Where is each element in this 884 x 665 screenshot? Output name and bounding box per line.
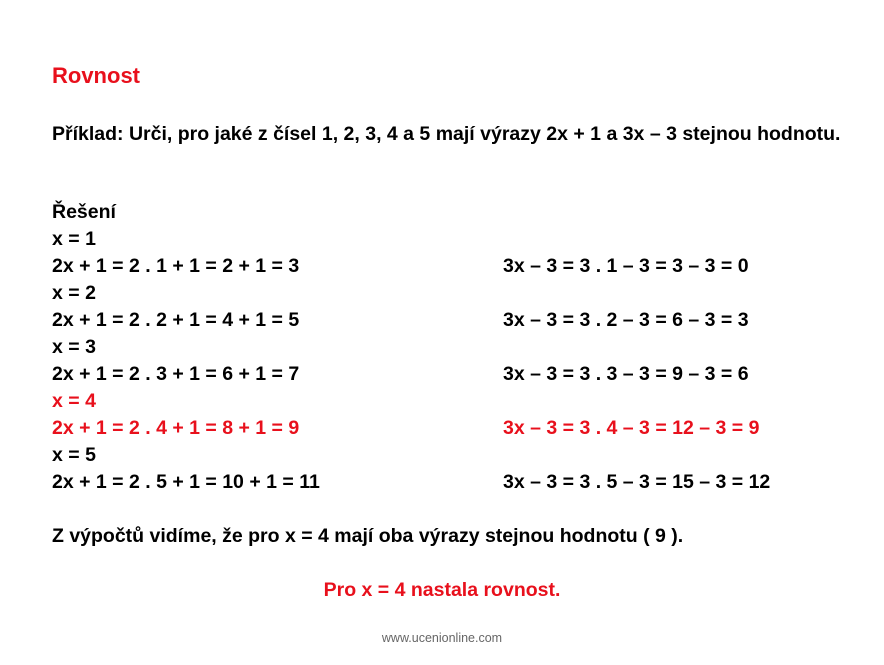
case-x-value: x = 2 <box>52 282 96 304</box>
case-x-value: x = 3 <box>52 336 96 358</box>
conclusion-text: Z výpočtů vidíme, že pro x = 4 mají oba výrazy stejnou hodnotu ( 9 ). <box>52 525 684 547</box>
case-2-x <box>52 280 852 307</box>
case-5-x <box>52 442 852 469</box>
case-3-x <box>52 334 852 361</box>
case-4-calculations-highlighted <box>52 415 852 442</box>
left-expression: 2x + 1 = 2 . 1 + 1 = 2 + 1 = 3 <box>52 255 300 277</box>
case-5-calculations <box>52 469 852 496</box>
case-x-value: x = 5 <box>52 444 96 466</box>
left-expression: 2x + 1 = 2 . 2 + 1 = 4 + 1 = 5 <box>52 309 300 331</box>
case-4-x-highlighted <box>52 388 852 415</box>
slide-title: Rovnost <box>52 63 140 88</box>
footer-url: www.ucenionline.com <box>381 631 503 645</box>
result-text: Pro x = 4 nastala rovnost. <box>323 579 561 601</box>
left-expression: 2x + 1 = 2 . 5 + 1 = 10 + 1 = 11 <box>52 471 320 493</box>
right-expression: 3x – 3 = 3 . 5 – 3 = 15 – 3 = 12 <box>503 471 771 493</box>
case-1-x <box>52 226 852 253</box>
left-expression: 2x + 1 = 2 . 4 + 1 = 8 + 1 = 9 <box>52 417 300 439</box>
right-expression: 3x – 3 = 3 . 4 – 3 = 12 – 3 = 9 <box>503 417 760 439</box>
case-1-calculations <box>52 253 852 280</box>
right-expression: 3x – 3 = 3 . 1 – 3 = 3 – 3 = 0 <box>503 255 749 277</box>
case-x-value: x = 1 <box>52 228 96 250</box>
right-expression: 3x – 3 = 3 . 3 – 3 = 9 – 3 = 6 <box>503 363 749 385</box>
task-statement: Příklad: Urči, pro jaké z čísel 1, 2, 3, 4 a 5 mají výrazy 2x + 1 a 3x – 3 stejnou hodnotu. <box>52 123 841 145</box>
solution-block <box>52 199 852 496</box>
case-3-calculations <box>52 361 852 388</box>
case-x-value: x = 4 <box>52 390 96 412</box>
left-expression: 2x + 1 = 2 . 3 + 1 = 6 + 1 = 7 <box>52 363 300 385</box>
case-2-calculations <box>52 307 852 334</box>
right-expression: 3x – 3 = 3 . 2 – 3 = 6 – 3 = 3 <box>503 309 749 331</box>
solution-heading: Řešení <box>52 201 116 223</box>
